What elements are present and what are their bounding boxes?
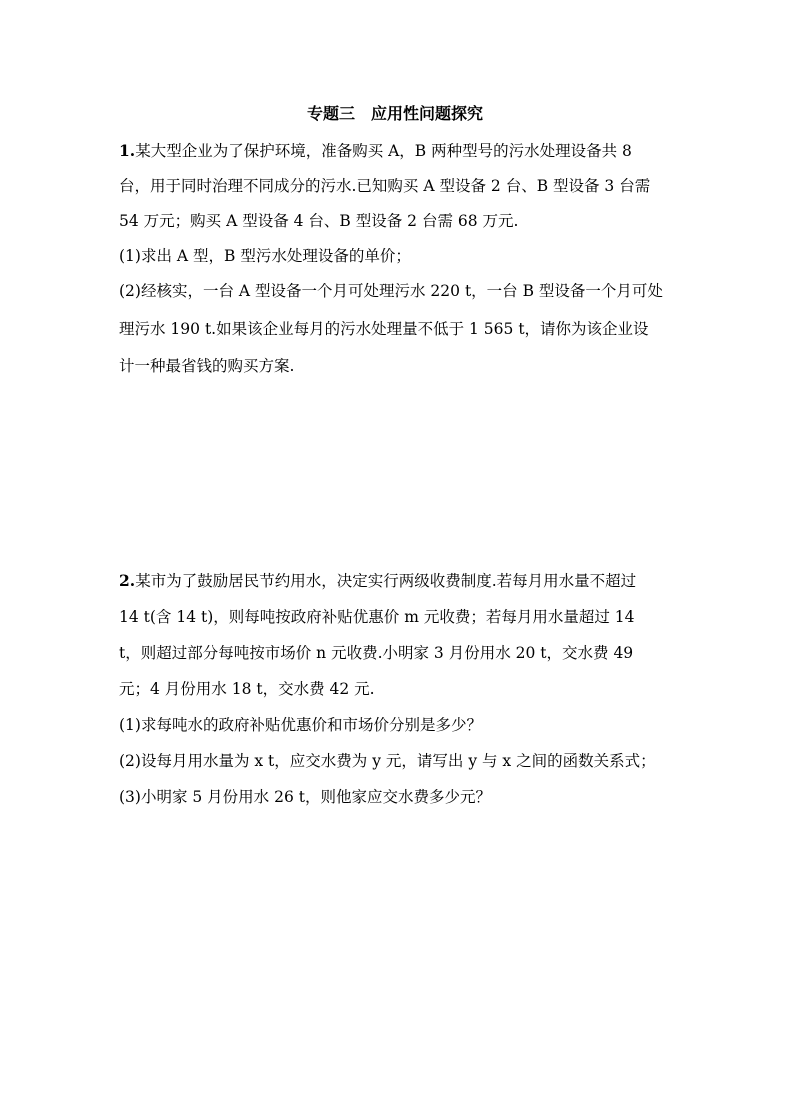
problem-1-line-2: 台，用于同时治理不同成分的污水.已知购买 A 型设备 2 台、B 型设备 3 台需 (119, 177, 651, 195)
problem-1-part-1: (1)求出 A 型，B 型污水处理设备的单价； (119, 247, 411, 265)
problem-2-line-3: t，则超过部分每吨按市场价 n 元收费.小明家 3 月份用水 20 t，交水费 49 (119, 644, 634, 662)
problem-2-number: 2. (119, 571, 136, 590)
problem-2-part-2: (2)设每月用水量为 x t，应交水费为 y 元，请写出 y 与 x 之间的函数关系式； (119, 752, 656, 770)
problem-1-line-1 (119, 140, 679, 162)
page-title: 专题三 应用性问题探究 (306, 104, 483, 123)
problem-1-part-2-line-3: 计一种最省钱的购买方案. (119, 357, 295, 375)
problem-1-text: 某大型企业为了保护环境，准备购买 A，B 两种型号的污水处理设备共 8 (135, 142, 632, 160)
problem-2-text: 某市为了鼓励居民节约用水，决定实行两级收费制度.若每月用水量不超过 (135, 572, 637, 590)
problem-1-line-3: 54 万元；购买 A 型设备 4 台、B 型设备 2 台需 68 万元. (119, 212, 519, 230)
problem-2-part-3: (3)小明家 5 月份用水 26 t，则他家应交水费多少元？ (119, 788, 491, 806)
problem-2-line-4: 元；4 月份用水 18 t，交水费 42 元. (119, 680, 375, 698)
problem-1-number: 1. (119, 141, 136, 160)
problem-2-line-1 (119, 570, 679, 592)
problem-1-part-2-line-1: (2)经核实，一台 A 型设备一个月可处理污水 220 t，一台 B 型设备一个月可处 (119, 282, 663, 300)
problem-2-part-1: (1)求每吨水的政府补贴优惠价和市场价分别是多少？ (119, 716, 482, 734)
problem-2-line-2: 14 t(含 14 t)，则每吨按政府补贴优惠价 m 元收费；若每月用水量超过 14 (119, 608, 635, 626)
problem-1-part-2-line-2: 理污水 190 t.如果该企业每月的污水处理量不低于 1 565 t，请你为该企业设 (119, 320, 649, 338)
